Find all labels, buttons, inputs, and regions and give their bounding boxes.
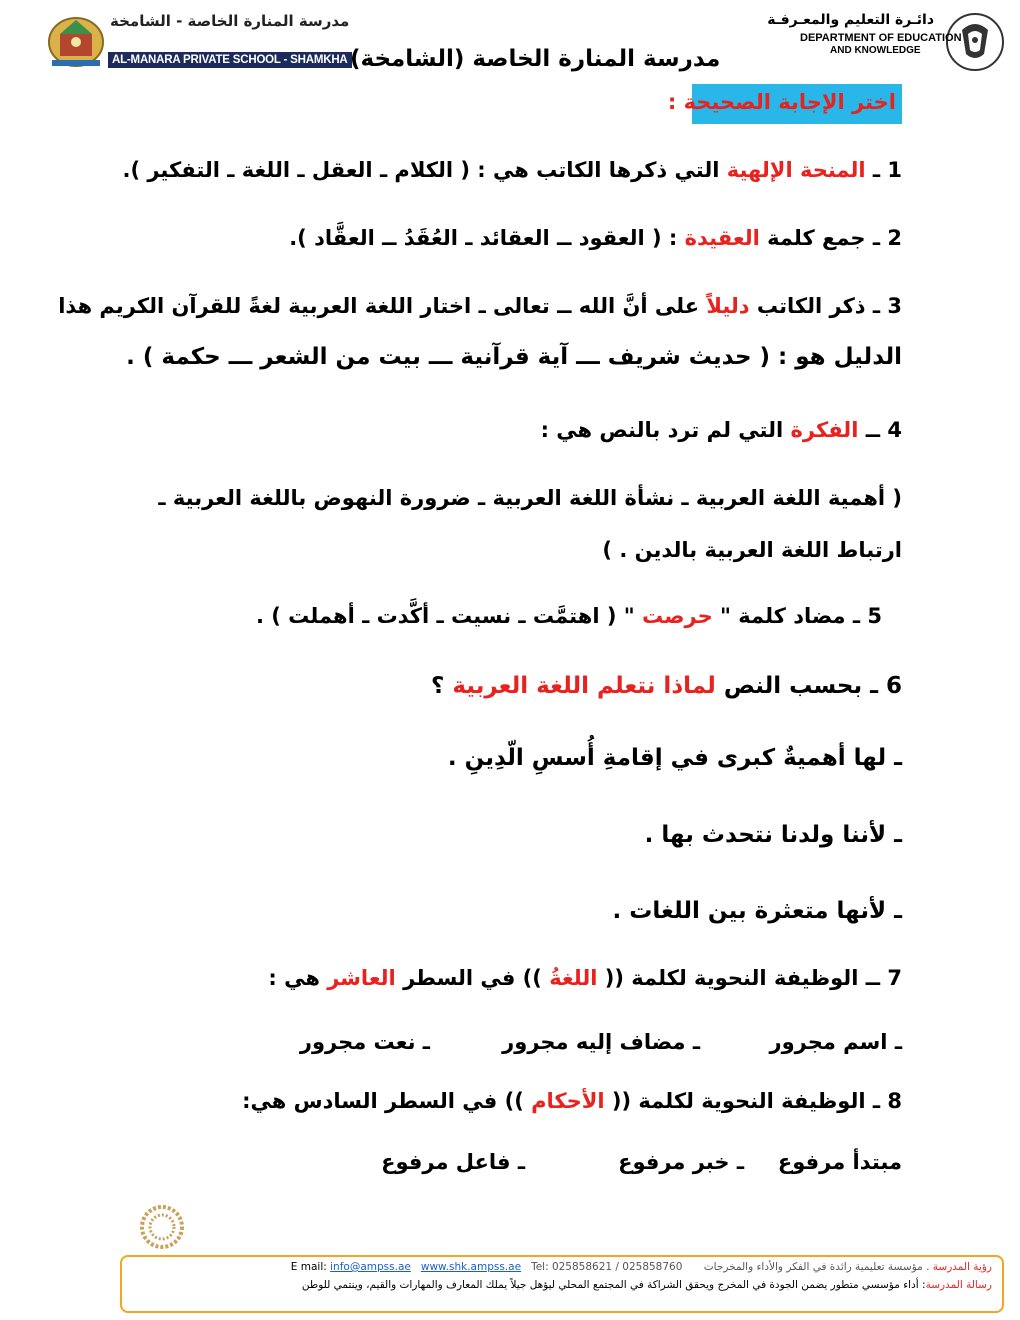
question-6-option-3: ـ لأنها متعثرة بين اللغات . (612, 898, 902, 924)
question-2-number: 2 ـ جمع كلمة (759, 226, 902, 250)
vision-text: . مؤسسة تعليمية رائدة في الفكر والأداء والمخرجات (703, 1261, 933, 1273)
question-4-keyword: الفكرة (790, 418, 859, 442)
department-name-arabic: دائـرة التعليم والمعـرفـة (767, 12, 934, 28)
question-8-text: )) في السطر السادس هي: (242, 1089, 532, 1113)
question-8-option-2: ـ خبر مرفوع (618, 1150, 744, 1174)
vision-label: رؤية المدرسة (932, 1261, 992, 1273)
question-6-option-1: ـ لها أهميةٌ كبرى في إقامةِ أُسسِ الّدِينِ . (447, 745, 902, 771)
question-7-option-1: ـ اسم مجرور (769, 1030, 902, 1054)
question-1 (122, 158, 902, 182)
contact-info (291, 1261, 683, 1273)
question-3-number: 3 ـ ذكر الكاتب (749, 294, 902, 318)
question-7 (268, 966, 902, 990)
question-8 (242, 1089, 902, 1113)
question-3-line-1 (58, 294, 902, 318)
department-name-english-line1: DEPARTMENT OF EDUCATION (800, 32, 962, 44)
mission-text: : أداء مؤسسي متطور يضمن الجودة في المخرج ويحقق الشراكة في المجتمع المحلي ليؤهل جيلاً يملك المعارف والمهارات والقيم، وينتمي للوطن (301, 1279, 926, 1291)
question-4-options-line-2: ارتباط اللغة العربية بالدين . ) (602, 538, 902, 562)
question-7-number: 7 ــ الوظيفة النحوية لكلمة (( (597, 966, 902, 990)
question-6-option-2: ـ لأننا ولدنا نتحدث بها . (644, 822, 902, 848)
footer-contact-box (120, 1255, 1004, 1313)
question-7-option-3: ـ نعت مجرور (299, 1030, 430, 1054)
footer-line-1 (291, 1261, 992, 1273)
mission-label: رسالة المدرسة (925, 1279, 992, 1291)
expo-ring-icon (122, 1205, 202, 1251)
question-5-text: " ( اهتمَّت ـ نسيت ـ أكَّدت ـ أهملت ) . (255, 604, 642, 628)
question-6-number: 6 ـ بحسب النص (715, 673, 902, 699)
question-3-text: على أنَّ الله ــ تعالى ـ اختار اللغة العربية لغةً للقرآن الكريم هذا (58, 294, 707, 318)
question-3-keyword: دليلاً (706, 294, 750, 318)
question-4-options-line-1: ( أهمية اللغة العربية ـ نشأة اللغة العربية ـ ضرورة النهوض باللغة العربية ـ (158, 486, 902, 510)
email-label: E mail: (290, 1261, 331, 1273)
question-8-keyword: الأحكام (531, 1089, 605, 1113)
question-8-option-1: مبتدأ مرفوع (777, 1150, 902, 1174)
question-7-text: هي : (268, 966, 328, 990)
telephone: Tel: 025858621 / 025858760 (531, 1261, 683, 1273)
question-7-text-mid: )) في السطر (395, 966, 550, 990)
instruction-text: اختر الإجابة الصحيحة : (667, 90, 896, 114)
question-6-keyword: لماذا نتعلم اللغة العربية (452, 673, 716, 699)
question-5 (256, 604, 882, 628)
question-6-text: ؟ (431, 673, 453, 699)
question-7-option-2: ـ مضاف إليه مجرور (502, 1030, 700, 1054)
instruction-banner (667, 84, 902, 124)
page-title: مدرسة المنارة الخاصة (الشامخة) (350, 46, 721, 72)
school-name-arabic: مدرسة المنارة الخاصة - الشامخة (110, 12, 350, 30)
question-1-keyword: المنحة الإلهية (726, 158, 866, 182)
question-4-text: التي لم ترد بالنص هي : (540, 418, 791, 442)
question-8-number: 8 ـ الوظيفة النحوية لكلمة (( (604, 1089, 902, 1113)
question-1-text: التي ذكرها الكاتب هي : ( الكلام ـ العقل ـ اللغة ـ التفكير ). (122, 158, 727, 182)
question-2 (289, 226, 902, 250)
footer-line-2 (302, 1279, 992, 1291)
website-link[interactable]: www.shk.ampss.ae (420, 1261, 522, 1273)
question-2-text: : ( العقود ــ العقائد ـ العُقَدُ ــ العقَّاد ). (289, 226, 685, 250)
question-6 (431, 673, 902, 699)
question-7-keyword-2: العاشر (327, 966, 396, 990)
question-4-number: 4 ــ (858, 418, 902, 442)
department-name-english-line2: AND KNOWLEDGE (830, 45, 921, 56)
question-3-line-2: الدليل هو : ( حديث شريف ـــ آية قرآنية ـــ بيت من الشعر ـــ حكمة ) . (126, 344, 902, 370)
question-2-keyword: العقيدة (684, 226, 760, 250)
question-1-number: 1 ـ (865, 158, 902, 182)
question-4 (541, 418, 902, 442)
email-link[interactable]: info@ampss.ae (330, 1261, 411, 1273)
question-8-option-3: ـ فاعل مرفوع (381, 1150, 525, 1174)
question-5-keyword: حرصت (642, 604, 713, 628)
question-7-keyword-1: اللغةُ (549, 966, 598, 990)
school-name-english: AL-MANARA PRIVATE SCHOOL - SHAMKHA (108, 52, 352, 68)
question-5-number: 5 ـ مضاد كلمة " (712, 604, 882, 628)
school-crest-logo (46, 8, 106, 70)
